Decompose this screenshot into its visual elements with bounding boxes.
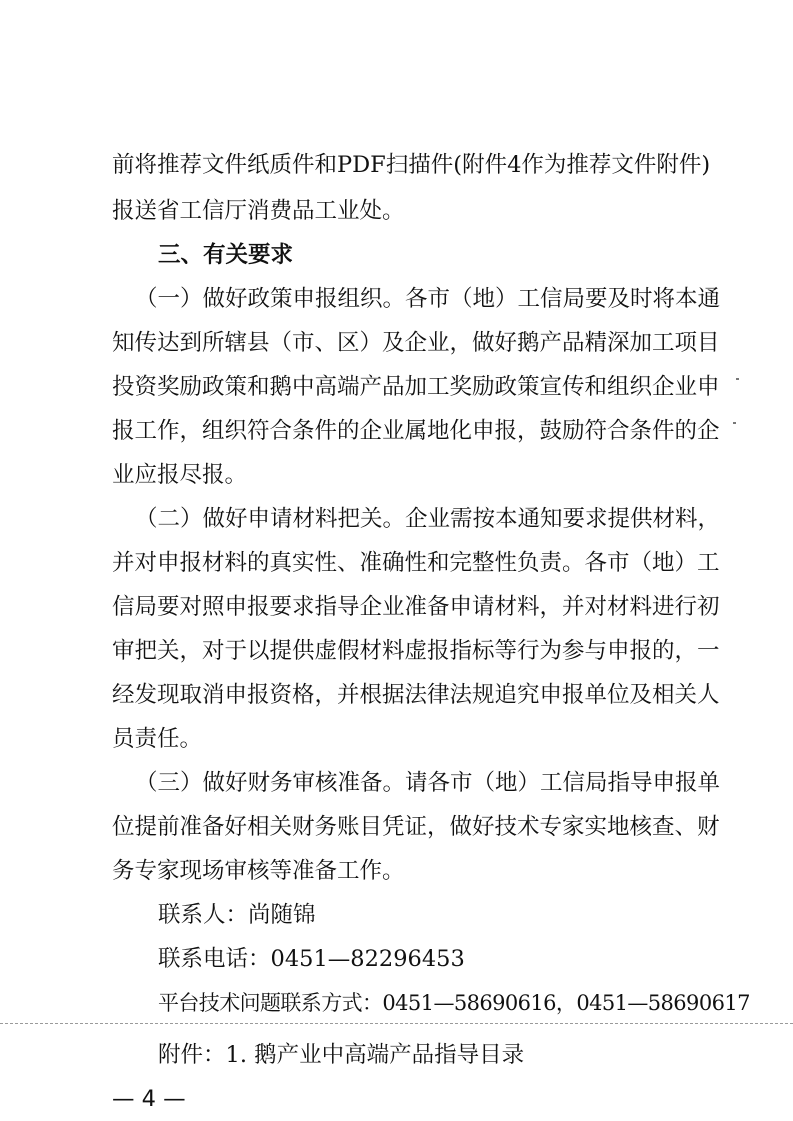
text-line-14: 员责任。 [112, 726, 203, 752]
text-line-15: （三）做好财务审核准备。请各市（地）工信局指导申报单 [135, 770, 721, 796]
text-line-17: 务专家现场审核等准备工作。 [112, 858, 405, 884]
attachment-line: 附件：1. 鹅产业中高端产品指导目录 [158, 1042, 525, 1068]
text-line-7: 报工作，组织符合条件的企业属地化申报，鼓励符合条件的企 [112, 418, 720, 444]
text-line-6: 投资奖励政策和鹅中高端产品加工奖励政策宣传和组织企业申 [112, 374, 720, 400]
text-line-1: 前将推荐文件纸质件和PDF扫描件(附件4作为推荐文件附件) [112, 152, 711, 178]
platform-support-contact: 平台技术问题联系方式：0451—58690616，0451—58690617 [158, 991, 750, 1015]
section-heading: 三、有关要求 [158, 242, 294, 268]
text-line-12: 审把关，对于以提供虚假材料虚报指标等行为参与申报的，一 [112, 638, 720, 664]
page-number: — 4 — [112, 1086, 186, 1112]
text-line-2: 报送省工信厅消费品工业处。 [112, 198, 405, 224]
text-line-10: 并对申报材料的真实性、准确性和完整性负责。各市（地）工 [112, 550, 720, 576]
contact-person: 联系人：尚随锦 [158, 902, 316, 928]
text-line-4: （一）做好政策申报组织。各市（地）工信局要及时将本通 [135, 286, 721, 312]
text-line-11: 信局要对照申报要求指导企业准备申请材料，并对材料进行初 [112, 594, 720, 620]
text-line-5: 知传达到所辖县（市、区）及企业，做好鹅产品精深加工项目 [112, 330, 720, 356]
scan-speck [736, 378, 739, 380]
text-line-13: 经发现取消申报资格，并根据法律法规追究申报单位及相关人 [112, 682, 720, 708]
text-line-16: 位提前准备好相关财务账目凭证，做好技术专家实地核查、财 [112, 814, 720, 840]
page-divider [0, 1023, 793, 1024]
text-line-9: （二）做好申请材料把关。企业需按本通知要求提供材料， [135, 506, 721, 532]
text-line-8: 业应报尽报。 [112, 462, 248, 488]
contact-phone: 联系电话：0451—82296453 [158, 946, 465, 972]
scan-speck [733, 422, 736, 424]
